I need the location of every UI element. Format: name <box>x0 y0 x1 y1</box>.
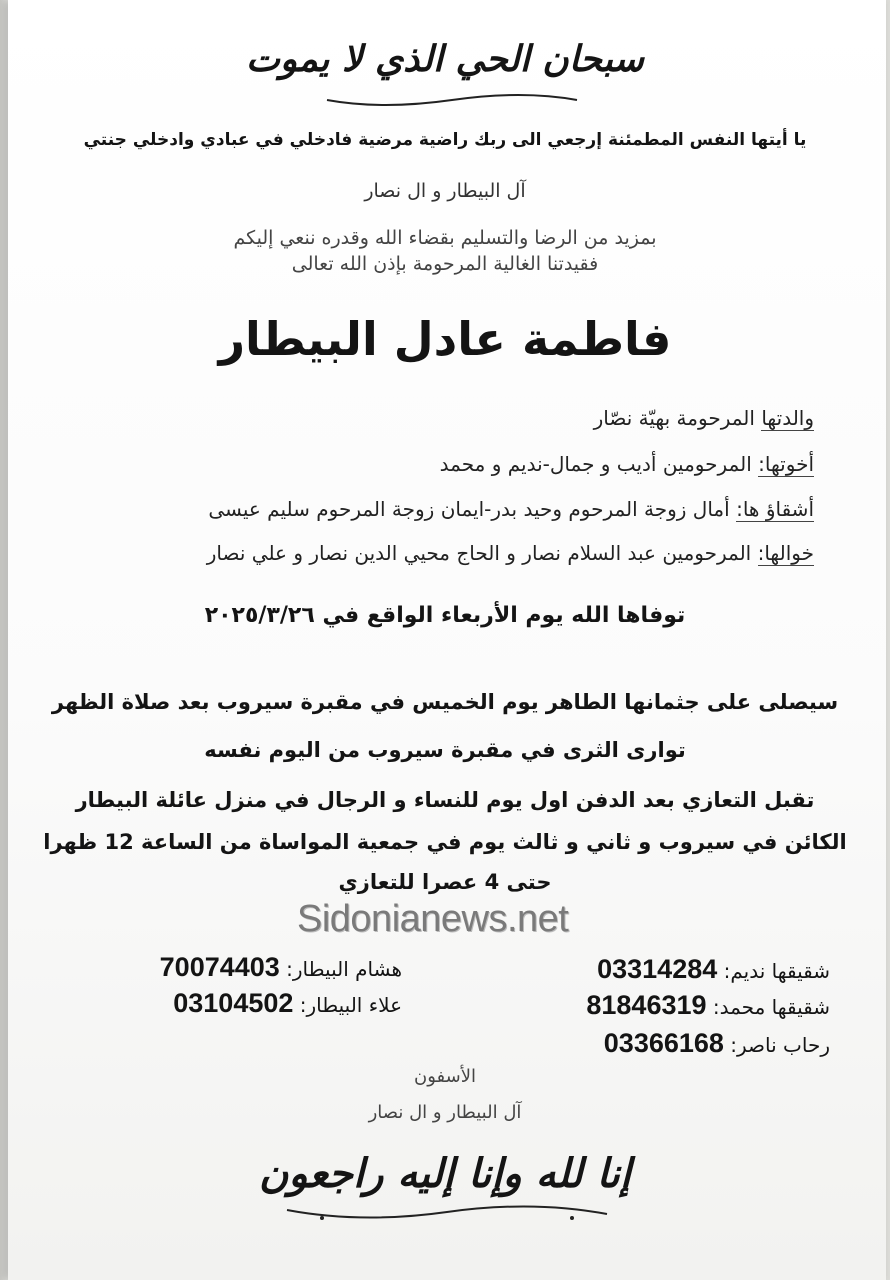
family-header: آل البيطار و ال نصار <box>364 180 526 202</box>
contact-label: هشام البيطار: <box>286 957 402 981</box>
relative-text: المرحومين أديب و جمال-نديم و محمد <box>439 452 752 476</box>
deceased-name: فاطمة عادل البيطار <box>218 312 672 366</box>
condolence-line-1: تقبل التعازي بعد الدفن اول يوم للنساء و الرجال في منزل عائلة البيطار <box>75 788 815 812</box>
relative-mother <box>594 406 814 430</box>
calligraphy-flourish <box>322 92 582 108</box>
contact-rehab <box>604 1028 830 1059</box>
contact-alaa <box>173 988 402 1019</box>
relative-label: خوالها: <box>757 541 814 565</box>
relative-uncles <box>207 541 814 565</box>
relative-text: المرحومين عبد السلام نصار و الحاج محيي الدين نصار و علي نصار <box>206 541 752 565</box>
contact-mohammad <box>586 990 830 1021</box>
contact-label: شقيقها نديم: <box>723 959 830 983</box>
relative-label: أشقاؤ ها: <box>736 497 814 521</box>
condolence-line-2: الكائن في سيروب و ثاني و ثالث يوم في جمعية المواساة من الساعة 12 ظهرا <box>43 830 847 854</box>
announcement-line-1: بمزيد من الرضا والتسليم بقضاء الله وقدره ننعي إليكم <box>233 227 657 249</box>
contact-label: رحاب ناصر: <box>730 1033 830 1057</box>
quran-verse: يا أيتها النفس المطمئنة إرجعي الى ربك راضية مرضية فادخلي في عبادي وادخلي جنتي <box>83 130 807 150</box>
contact-number: 03366168 <box>603 1028 724 1058</box>
contact-nadim <box>597 954 830 985</box>
relative-label: أخوتها: <box>758 452 814 476</box>
calligraphy-top <box>0 38 890 80</box>
calligraphy-bottom-text: إنا لله وإنا إليه راجعون <box>258 1150 632 1197</box>
calligraphy-bottom-flourish <box>282 1204 612 1224</box>
relative-text: المرحومة بهيّة نصّار <box>593 406 755 430</box>
contact-number: 03314284 <box>597 954 718 984</box>
condolence-line-3: حتى 4 عصرا للتعازي <box>338 870 552 894</box>
relative-label: والدتها <box>761 406 814 430</box>
contact-hisham <box>160 952 402 983</box>
relative-text: أمال زوجة المرحوم وحيد بدر-ايمان زوجة المرحوم سليم عيسى <box>208 497 730 521</box>
contact-number: 70074403 <box>159 952 280 982</box>
contact-number: 03104502 <box>173 988 294 1018</box>
contact-label: شقيقها محمد: <box>712 995 830 1019</box>
closing-family: آل البيطار و ال نصار <box>368 1102 522 1123</box>
funeral-burial: توارى الثرى في مقبرة سيروب من اليوم نفسه <box>204 738 686 762</box>
relative-sisters <box>208 497 814 521</box>
calligraphy-bottom <box>0 1150 890 1197</box>
death-date: توفاها الله يوم الأربعاء الواقع في ٢٠٢٥/٣/٢٦ <box>204 603 686 628</box>
contact-number: 81846319 <box>586 990 707 1020</box>
contact-label: علاء البيطار: <box>299 993 402 1017</box>
calligraphy-top-text: سبحان الحي الذي لا يموت <box>246 38 644 80</box>
relative-brothers <box>440 452 814 476</box>
watermark-logo: Sidonianews.net <box>297 898 569 940</box>
mourners-label: الأسفون <box>414 1066 476 1087</box>
announcement-line-2: فقيدتنا الغالية المرحومة بإذن الله تعالى <box>291 253 599 275</box>
funeral-prayer: سيصلى على جثمانها الطاهر يوم الخميس في مقبرة سيروب بعد صلاة الظهر <box>51 690 839 714</box>
